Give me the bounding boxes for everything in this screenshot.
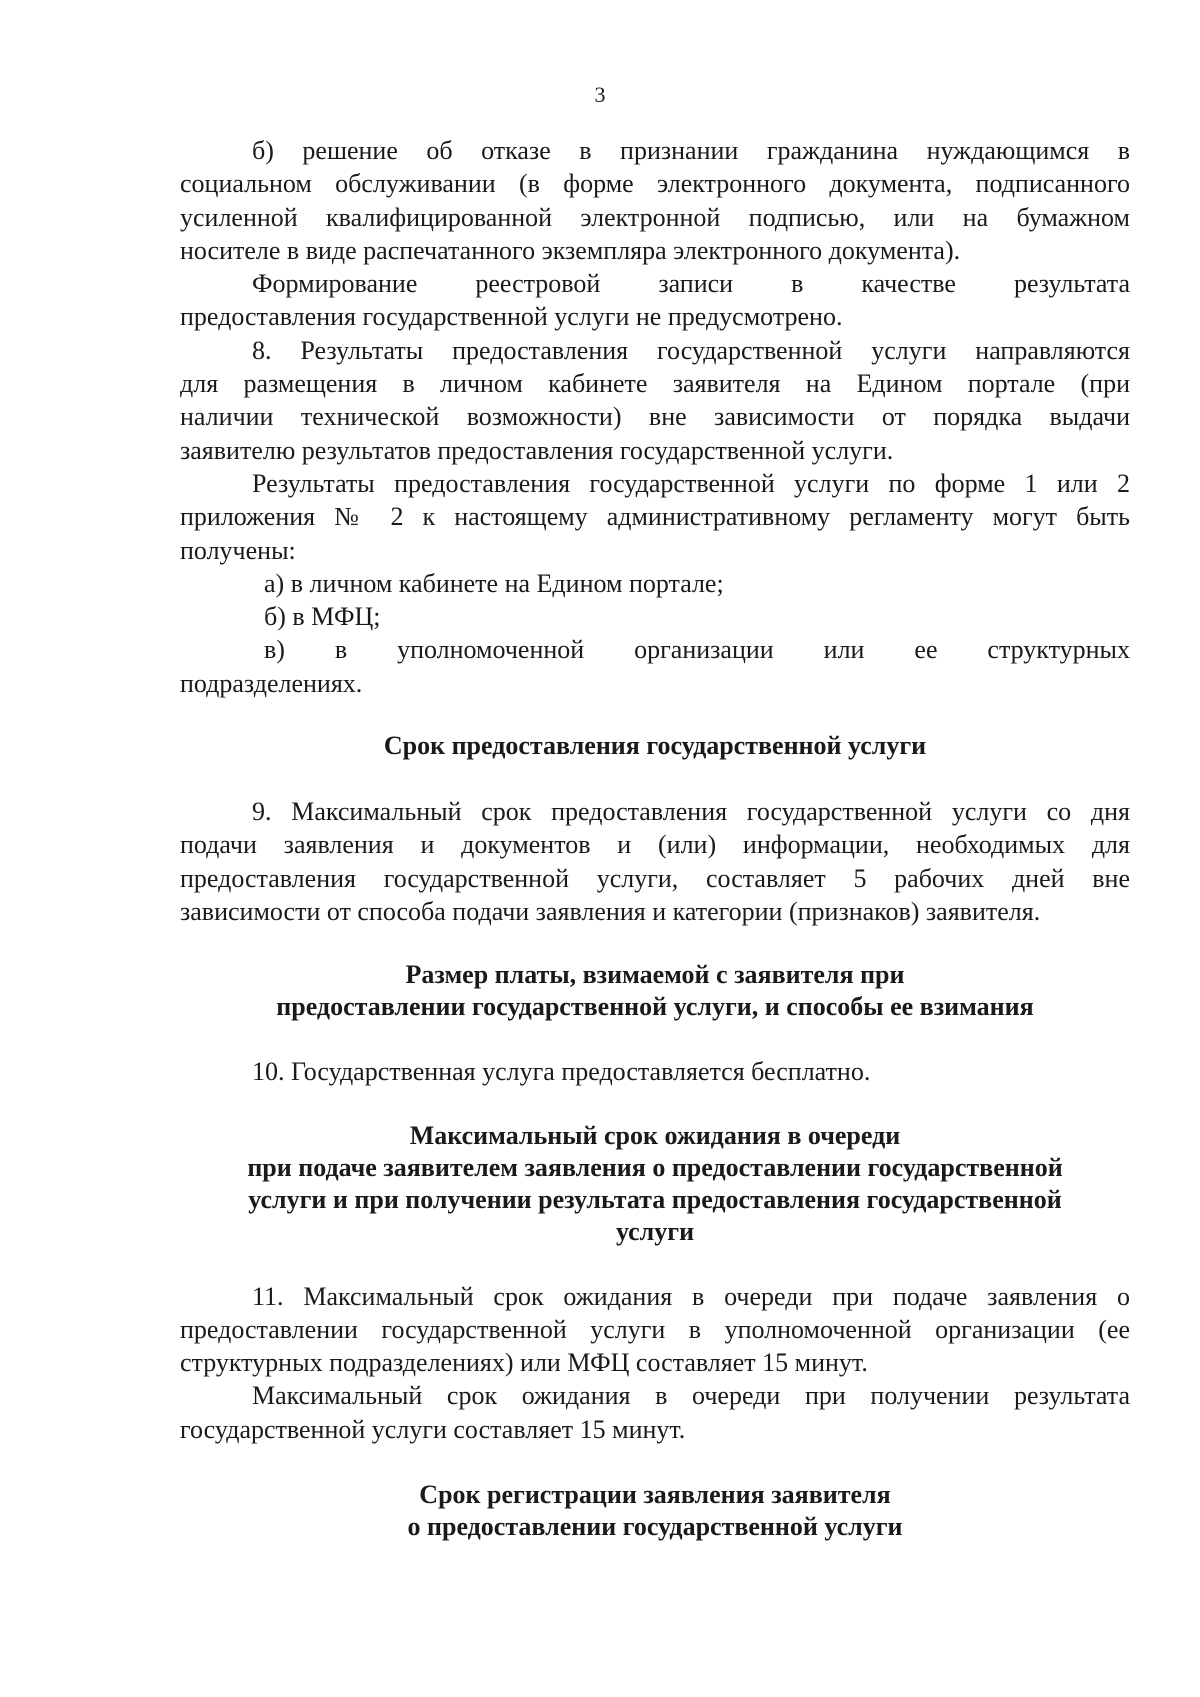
list-item: б) в МФЦ; <box>264 602 381 632</box>
text-line: 9. Максимальный срок предоставления государственной услуги со дня <box>252 797 1130 827</box>
section-heading-service-term: Срок предоставления государственной услуги <box>383 731 927 761</box>
paragraph-registry-record <box>180 267 1130 334</box>
paragraph-queue-result <box>180 1379 1130 1446</box>
text-line: приложения № 2 к настоящему административному регламенту могут быть <box>180 502 1130 532</box>
text-line: структурных подразделениях) или МФЦ составляет 15 минут. <box>180 1348 868 1378</box>
text-line: Максимальный срок ожидания в очереди при получении результата <box>252 1381 1130 1411</box>
text-line: б) решение об отказе в признании гражданина нуждающимся в <box>252 136 1130 165</box>
text-line: предоставления государственной услуги не предусмотрено. <box>180 302 843 332</box>
text-line: для размещения в личном кабинете заявителя на Едином портале (при <box>180 369 1130 399</box>
list-item-continuation: подразделениях. <box>180 668 363 698</box>
text-line: 8. Результаты предоставления государственной услуги направляются <box>252 335 1130 365</box>
section-heading-registration-term: Срок регистрации заявления заявителя о предоставлении государственной услуги <box>407 1480 903 1542</box>
paragraph-11 <box>180 1280 1130 1380</box>
text-line: 11. Максимальный срок ожидания в очереди при подаче заявления о <box>252 1281 1130 1311</box>
paragraph-8 <box>180 334 1130 467</box>
text-line: подачи заявления и документов и (или) информации, необходимых для <box>180 830 1130 860</box>
list-item: а) в личном кабинете на Едином портале; <box>264 568 724 598</box>
text-line: предоставлении государственной услуги в уполномоченной организации (ее <box>180 1314 1130 1344</box>
text-line: Формирование реестровой записи в качестве результата <box>252 269 1130 299</box>
text-line: предоставления государственной услуги, составляет 5 рабочих дней вне <box>180 863 1130 893</box>
paragraph-results-forms <box>180 467 1130 567</box>
page-number: 3 <box>594 82 606 107</box>
text-line: носителе в виде распечатанного экземпляра электронного документа). <box>180 235 961 265</box>
text-line: 10. Государственная услуга предоставляется бесплатно. <box>252 1057 871 1087</box>
document-body <box>180 134 1130 1543</box>
text-line: усиленной квалифицированной электронной подписью, или на бумажном <box>180 202 1130 232</box>
text-line: государственной услуги составляет 15 минут. <box>180 1414 686 1444</box>
paragraph-10 <box>180 1055 1130 1088</box>
results-channels-list <box>180 567 1130 700</box>
paragraph-refusal-decision <box>180 134 1130 267</box>
text-line: получены: <box>180 535 296 565</box>
text-line: заявителю результатов предоставления государственной услуги. <box>180 435 894 465</box>
paragraph-9 <box>180 795 1130 928</box>
text-line: социальном обслуживании (в форме электронного документа, подписанного <box>180 169 1130 199</box>
list-item: в) в уполномоченной организации или ее структурных <box>264 635 1130 665</box>
text-line: Результаты предоставления государственной услуги по форме 1 или 2 <box>252 468 1130 498</box>
text-line: зависимости от способа подачи заявления и категории (признаков) заявителя. <box>180 896 1041 926</box>
text-line: наличии технической возможности) вне зависимости от порядка выдачи <box>180 402 1130 432</box>
section-heading-fee: Размер платы, взимаемой с заявителя при предоставлении государственной услуги, и способы ее взимания <box>276 960 1034 1022</box>
section-heading-queue-wait: Максимальный срок ожидания в очереди при подаче заявителем заявления о предоставлении государственной услуги и при получении результата предоставления государственной услуги <box>247 1120 1063 1246</box>
